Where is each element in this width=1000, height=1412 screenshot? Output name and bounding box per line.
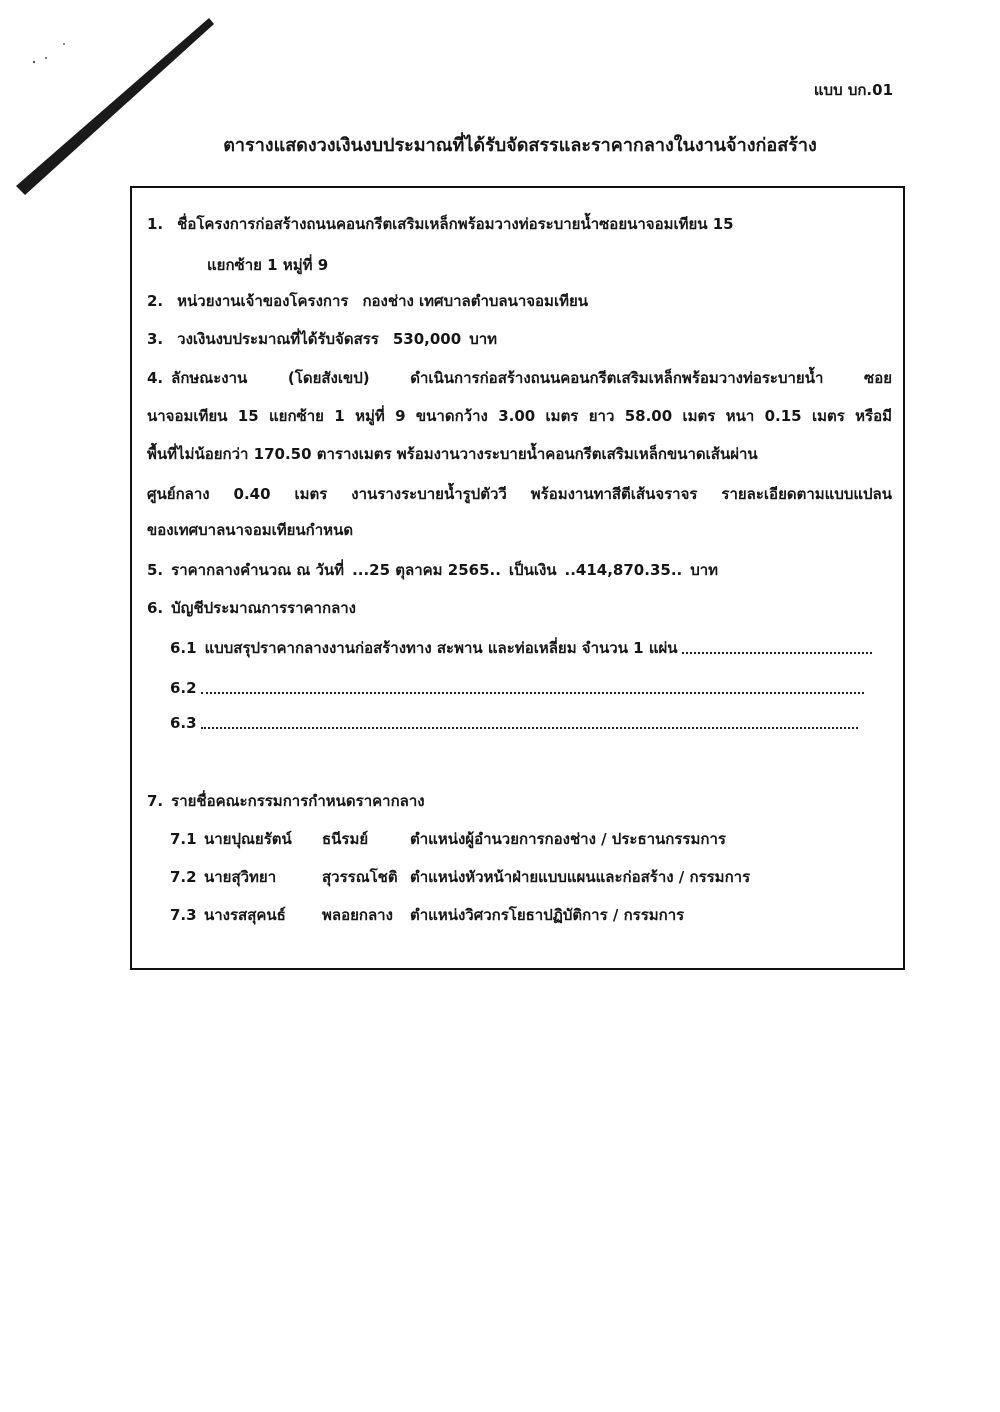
form-box xyxy=(130,186,905,970)
member-name: นายปุณยรัตน์ xyxy=(204,830,292,848)
member-surname: ธนีรมย์ xyxy=(322,830,369,848)
item-6-3-row xyxy=(170,711,858,735)
item-6-3-leader xyxy=(201,727,858,729)
item-3-number: 3. xyxy=(147,330,164,348)
item-6-number: 6. xyxy=(147,599,164,617)
item-7-number: 7. xyxy=(147,792,164,810)
item-5-line xyxy=(147,558,892,582)
item-5-date: ...25 ตุลาคม 2565.. xyxy=(352,561,501,579)
item-5-amount-label: เป็นเงิน xyxy=(508,561,557,579)
scan-speck xyxy=(63,43,65,45)
item-6-1-row xyxy=(170,636,872,660)
scan-speck xyxy=(33,61,35,63)
member-number: 7.2 xyxy=(170,868,197,886)
item-3-label: วงเงินงบประมาณที่ได้รับจัดสรร xyxy=(177,330,379,348)
item-1-continuation: แยกซ้าย 1 หมู่ที่ 9 xyxy=(207,256,329,274)
item-4-line-4: ศูนย์กลาง 0.40 เมตร งานรางระบายน้ำรูปตัววี พร้อมงานทาสีตีเส้นจราจร รายละเอียดตามแบบแปลน xyxy=(147,485,892,503)
item-5-median-price: ..414,870.35.. xyxy=(564,561,683,579)
item-6-heading xyxy=(147,596,892,620)
member-position: ตำแหน่งวิศวกรโยธาปฏิบัติการ / กรรมการ xyxy=(410,906,685,924)
item-2-owner: กองช่าง เทศบาลตำบลนาจอมเทียน xyxy=(362,292,589,310)
committee-member-row xyxy=(170,903,890,927)
item-6-1-number: 6.1 xyxy=(170,639,197,657)
form-code: แบบ บก.01 xyxy=(813,81,893,99)
item-3-budget-amount: 530,000 xyxy=(392,330,462,348)
item-5-number: 5. xyxy=(147,561,164,579)
committee-member-row xyxy=(170,827,890,851)
member-number: 7.1 xyxy=(170,830,197,848)
scan-speck xyxy=(45,57,47,59)
item-5-unit: บาท xyxy=(690,561,719,579)
item-6-2-number: 6.2 xyxy=(170,679,197,697)
item-4-line-3: พื้นที่ไม่น้อยกว่า 170.50 ตารางเมตร พร้อมงานวางระบายน้ำคอนกรีตเสริมเหล็กขนาดเส้นผ่าน xyxy=(147,445,758,463)
item-2-label: หน่วยงานเจ้าของโครงการ xyxy=(177,292,349,310)
item-1-line xyxy=(147,212,892,236)
item-6-1-leader xyxy=(682,652,872,654)
item-1-project-name: ชื่อโครงการก่อสร้างถนนคอนกรีตเสริมเหล็กพร้อมวางท่อระบายน้ำซอยนาจอมเทียน 15 xyxy=(177,215,734,233)
scan-pen-stroke xyxy=(0,0,230,210)
item-4-line-2: นาจอมเทียน 15 แยกซ้าย 1 หมู่ที่ 9 ขนาดกว้าง 3.00 เมตร ยาว 58.00 เมตร หนา 0.15 เมตร หรือมี xyxy=(147,407,892,425)
item-6-1-text: แบบสรุปราคากลางงานก่อสร้างทาง สะพาน และท่อเหลี่ยม จำนวน 1 แผ่น xyxy=(204,639,678,657)
member-position: ตำแหน่งหัวหน้าฝ่ายแบบแผนและก่อสร้าง / กรรมการ xyxy=(410,868,751,886)
page-title: ตารางแสดงวงเงินงบประมาณที่ได้รับจัดสรรและราคากลางในงานจ้างก่อสร้าง xyxy=(223,135,817,156)
item-4-line-1 xyxy=(147,366,892,390)
item-4-line-5: ของเทศบาลนาจอมเทียนกำหนด xyxy=(147,521,354,539)
item-2-number: 2. xyxy=(147,292,164,310)
member-name: นางรสสุคนธ์ xyxy=(204,906,286,924)
member-number: 7.3 xyxy=(170,906,197,924)
member-position: ตำแหน่งผู้อำนวยการกองช่าง / ประธานกรรมการ xyxy=(410,830,726,848)
item-7-heading-text: รายชื่อคณะกรรมการกำหนดราคากลาง xyxy=(171,792,425,810)
item-7-heading xyxy=(147,789,892,813)
member-surname: สุวรรณโชติ xyxy=(322,868,398,886)
item-6-2-leader xyxy=(201,692,864,694)
item-5-label: ราคากลางคำนวณ ณ วันที่ xyxy=(171,561,345,579)
item-3-line xyxy=(147,327,892,351)
item-4-number: 4. xyxy=(147,369,164,387)
item-4-text-1: ลักษณะงาน (โดยสังเขป) ดำเนินการก่อสร้างถนนคอนกรีตเสริมเหล็กพร้อมวางท่อระบายน้ำ ซอย xyxy=(171,369,892,387)
item-6-3-number: 6.3 xyxy=(170,714,197,732)
item-6-heading-text: บัญชีประมาณการราคากลาง xyxy=(171,599,357,617)
item-1-number: 1. xyxy=(147,215,164,233)
member-name: นายสุวิทยา xyxy=(204,868,277,886)
item-6-2-row xyxy=(170,676,864,700)
pen-stroke-shape xyxy=(16,18,214,195)
item-3-unit: บาท xyxy=(469,330,498,348)
item-2-line xyxy=(147,289,892,313)
member-surname: พลอยกลาง xyxy=(322,906,393,924)
committee-member-row xyxy=(170,865,890,889)
